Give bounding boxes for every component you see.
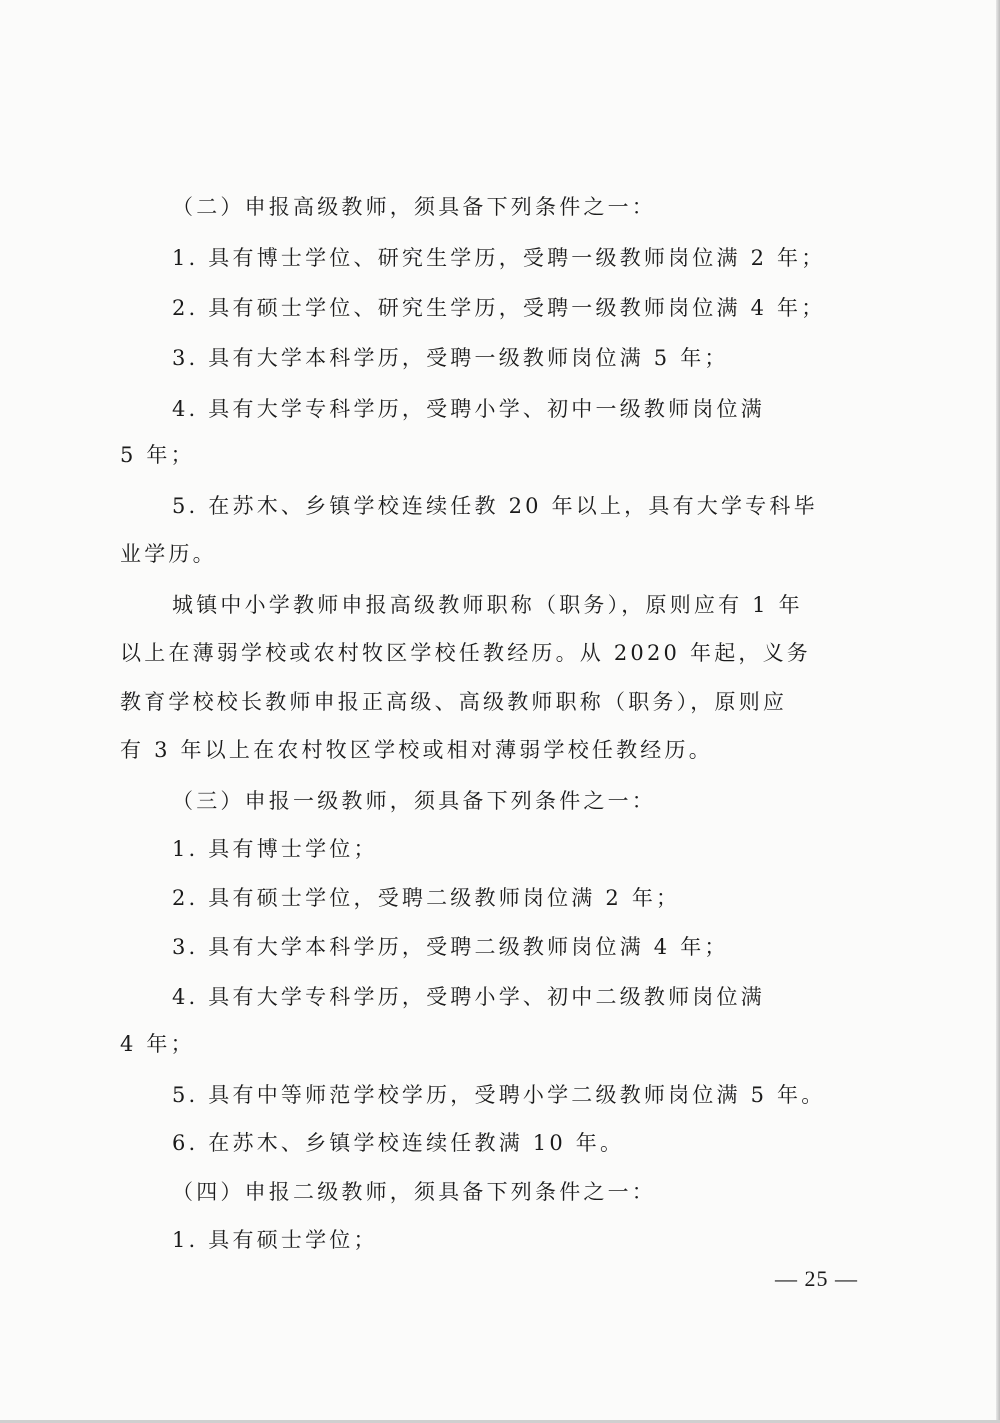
condition-item: 3. 具有大学本科学历，受聘二级教师岗位满 4 年； — [172, 935, 729, 959]
condition-item: 2. 具有硕士学位、研究生学历，受聘一级教师岗位满 4 年； — [172, 296, 826, 320]
paragraph-line: 以上在薄弱学校或农村牧区学校任教经历。从 2020 年起，义务 — [120, 641, 811, 665]
condition-item: 5. 具有中等师范学校学历，受聘小学二级教师岗位满 5 年。 — [172, 1083, 826, 1107]
condition-item: 1. 具有博士学位、研究生学历，受聘一级教师岗位满 2 年； — [172, 246, 826, 270]
condition-item: 3. 具有大学本科学历，受聘一级教师岗位满 5 年； — [172, 346, 729, 370]
condition-item-continuation: 业学历。 — [120, 542, 217, 566]
scan-edge — [996, 0, 1000, 1423]
condition-item: 4. 具有大学专科学历，受聘小学、初中一级教师岗位满 — [172, 397, 765, 421]
condition-item: 2. 具有硕士学位，受聘二级教师岗位满 2 年； — [172, 886, 681, 910]
condition-item-continuation: 4 年； — [120, 1032, 195, 1056]
condition-item: 1. 具有硕士学位； — [172, 1228, 378, 1252]
paragraph-line: 城镇中小学教师申报高级教师职称（职务），原则应有 1 年 — [172, 593, 803, 617]
condition-item: 5. 在苏木、乡镇学校连续任教 20 年以上，具有大学专科毕 — [172, 494, 818, 518]
section-heading-second-grade-teacher: （四）申报二级教师，须具备下列条件之一： — [172, 1180, 656, 1204]
condition-item-continuation: 5 年； — [120, 443, 195, 467]
paragraph-line: 教育学校校长教师申报正高级、高级教师职称（职务），原则应 — [120, 690, 788, 714]
condition-item: 1. 具有博士学位； — [172, 837, 378, 861]
page-number: — 25 — — [775, 1266, 858, 1291]
condition-item: 6. 在苏木、乡镇学校连续任教满 10 年。 — [172, 1131, 625, 1155]
paragraph-line: 有 3 年以上在农村牧区学校或相对薄弱学校任教经历。 — [120, 738, 713, 762]
section-heading-senior-teacher: （二）申报高级教师，须具备下列条件之一： — [172, 195, 656, 219]
condition-item: 4. 具有大学专科学历，受聘小学、初中二级教师岗位满 — [172, 985, 765, 1009]
section-heading-first-grade-teacher: （三）申报一级教师，须具备下列条件之一： — [172, 789, 656, 813]
